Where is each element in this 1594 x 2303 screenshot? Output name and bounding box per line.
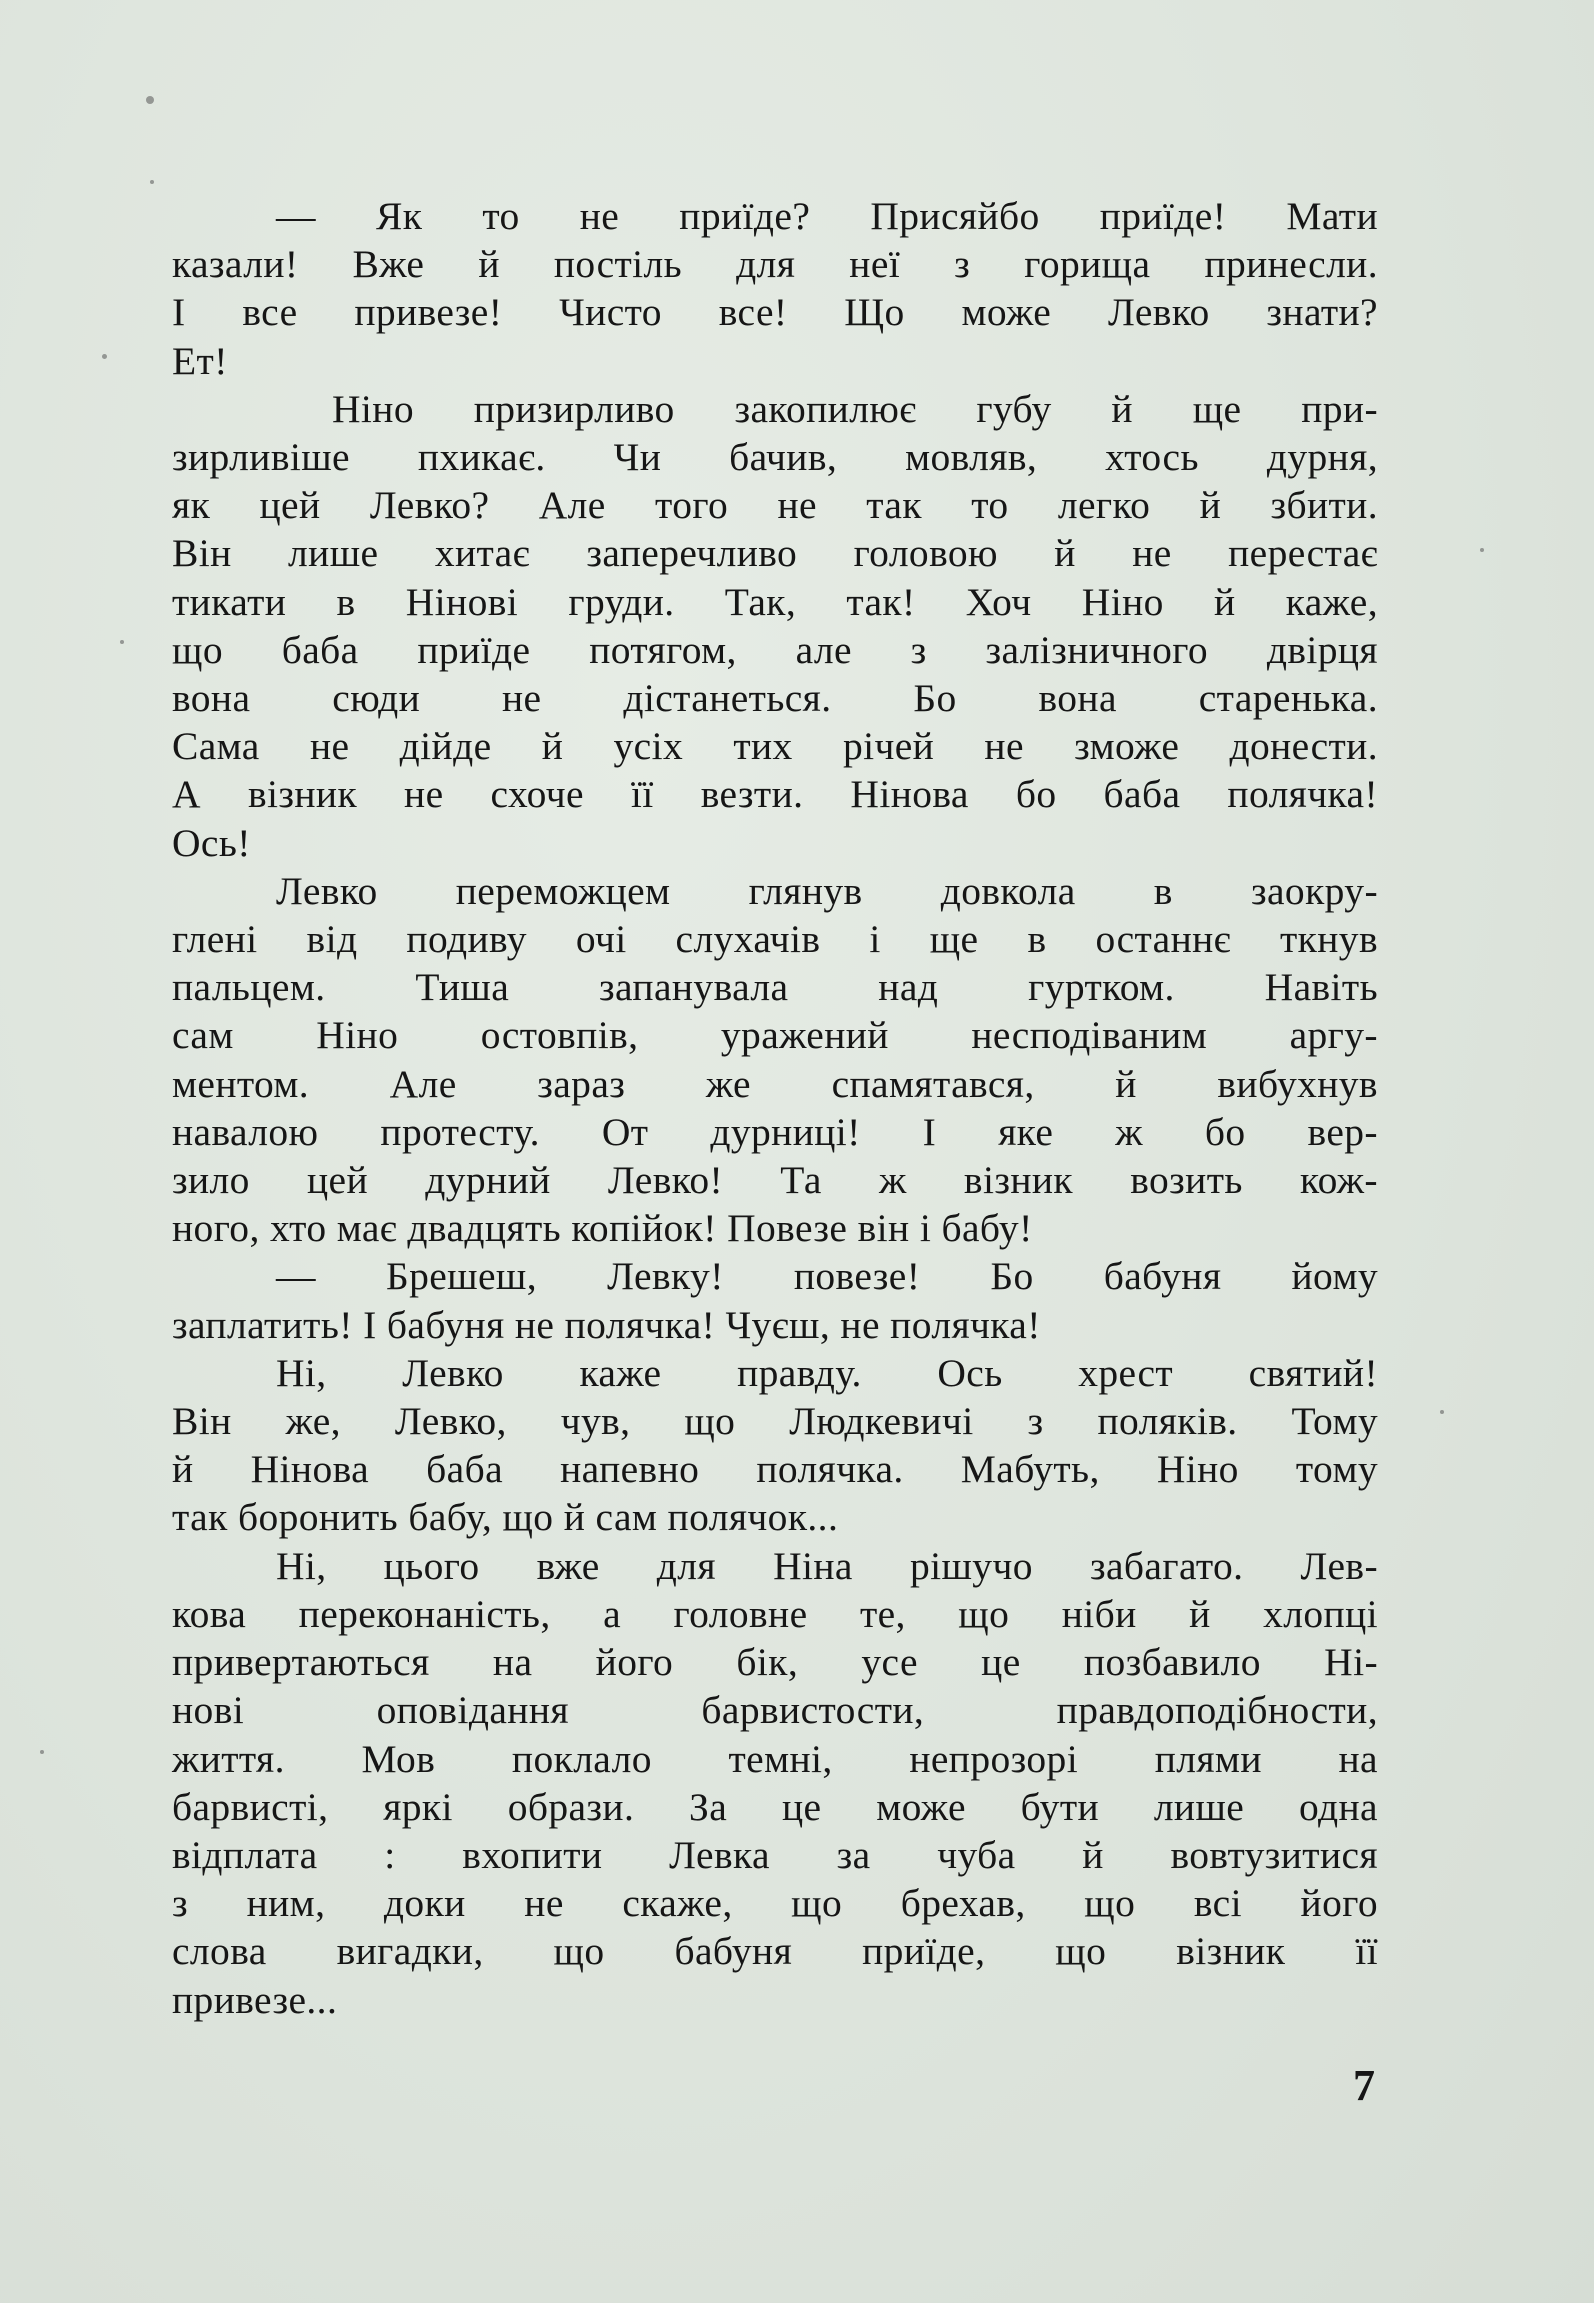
text-line: ментом. Але зараз же спамятався, й вибухнув: [172, 1061, 1378, 1106]
text-line: Він лише хитає заперечливо головою й не перестає: [172, 531, 1378, 576]
text-line: кова переконаність, а головне те, що ніби й хлопці: [172, 1591, 1378, 1636]
text-line: Левко переможцем глянув довкола в заокру-: [276, 868, 1378, 913]
text-line: зирливіше пхикає. Чи бачив, мовляв, хтось дурня,: [172, 435, 1378, 480]
speck: [120, 640, 124, 644]
paragraph: [172, 1542, 1378, 2024]
text-line: Ні, цього вже для Ніна рішучо забагато. Лев-: [276, 1543, 1378, 1588]
speck: [146, 96, 154, 104]
text-line: нові оповідання барвистости, правдоподібности,: [172, 1688, 1378, 1733]
text-block: [172, 192, 1378, 2024]
speck: [40, 1750, 44, 1754]
text-line: Він же, Левко, чув, що Людкевичі з поляків. Тому: [172, 1399, 1378, 1444]
text-line: — Як то не приїде? Присяйбо приїде! Мати: [276, 194, 1378, 238]
paragraph: [172, 192, 1378, 385]
speck: [150, 180, 154, 184]
text-line: як цей Левко? Але того не так то легко й збити.: [172, 483, 1378, 528]
text-line: І все привезе! Чисто все! Що може Левко знати?: [172, 290, 1378, 335]
text-line: привертаються на його бік, усе це позбавило Ні-: [172, 1640, 1378, 1685]
text-line: з ним, доки не скаже, що брехав, що всі його: [172, 1881, 1378, 1926]
speck: [102, 354, 107, 359]
speck: [1440, 1410, 1444, 1414]
text-line: А візник не схоче її везти. Нінова бо баба полячка!: [172, 772, 1378, 817]
page-number: 7: [1353, 2061, 1375, 2110]
text-line: відплата : вхопити Левка за чуба й вовтузитися: [172, 1832, 1378, 1877]
text-line: казали! Вже й постіль для неї з горища принесли.: [172, 242, 1378, 287]
paragraph: [172, 867, 1378, 1253]
text-line: сам Ніно остовпів, уражений несподіваним аргу-: [172, 1013, 1378, 1058]
text-line: барвисті, яркі образи. За це може бути лише одна: [172, 1784, 1378, 1829]
text-line: ного, хто має двадцять копійок! Повезе він і бабу!: [172, 1206, 1033, 1251]
text-line: Ось!: [172, 820, 251, 865]
text-line: Сама не дійде й усіх тих річей не зможе донести.: [172, 724, 1378, 769]
text-line: привезе...: [172, 1977, 338, 2022]
text-line: слова вигадки, що бабуня приїде, що візник її: [172, 1929, 1378, 1974]
text-line: зило цей дурний Левко! Та ж візник возить кож-: [172, 1158, 1378, 1203]
text-line: пальцем. Тиша запанувала над гуртком. Навіть: [172, 965, 1378, 1010]
paragraph: [172, 1252, 1378, 1348]
paragraph: [172, 385, 1378, 867]
text-line: Ні, Левко каже правду. Ось хрест святий!: [276, 1350, 1378, 1395]
text-line: тикати в Нінові груди. Так, так! Хоч Ніно й каже,: [172, 579, 1378, 624]
text-line: так боронить бабу, що й сам полячок...: [172, 1495, 839, 1540]
text-line: вона сюди не дістанеться. Бо вона старенька.: [172, 676, 1378, 721]
speck: [1480, 548, 1484, 552]
text-line: заплатить! І бабуня не полячка! Чуєш, не полячка!: [172, 1302, 1041, 1347]
text-line: — Брешеш, Левку! повезе! Бо бабуня йому: [276, 1254, 1378, 1299]
text-line: навалою протесту. От дурниці! І яке ж бо вер-: [172, 1109, 1378, 1154]
text-line: й Нінова баба напевно полячка. Мабуть, Ніно тому: [172, 1447, 1378, 1492]
text-line: життя. Мов поклало темні, непрозорі плями на: [172, 1736, 1378, 1781]
text-line: що баба приїде потягом, але з залізничного двірця: [172, 627, 1378, 672]
paragraph: [172, 1349, 1378, 1542]
text-line: Ет!: [172, 338, 228, 383]
text-line: Ніно призирливо закопилює губу й ще при-: [332, 386, 1378, 431]
text-line: глені від подиву очі слухачів і ще в останнє ткнув: [172, 917, 1378, 962]
